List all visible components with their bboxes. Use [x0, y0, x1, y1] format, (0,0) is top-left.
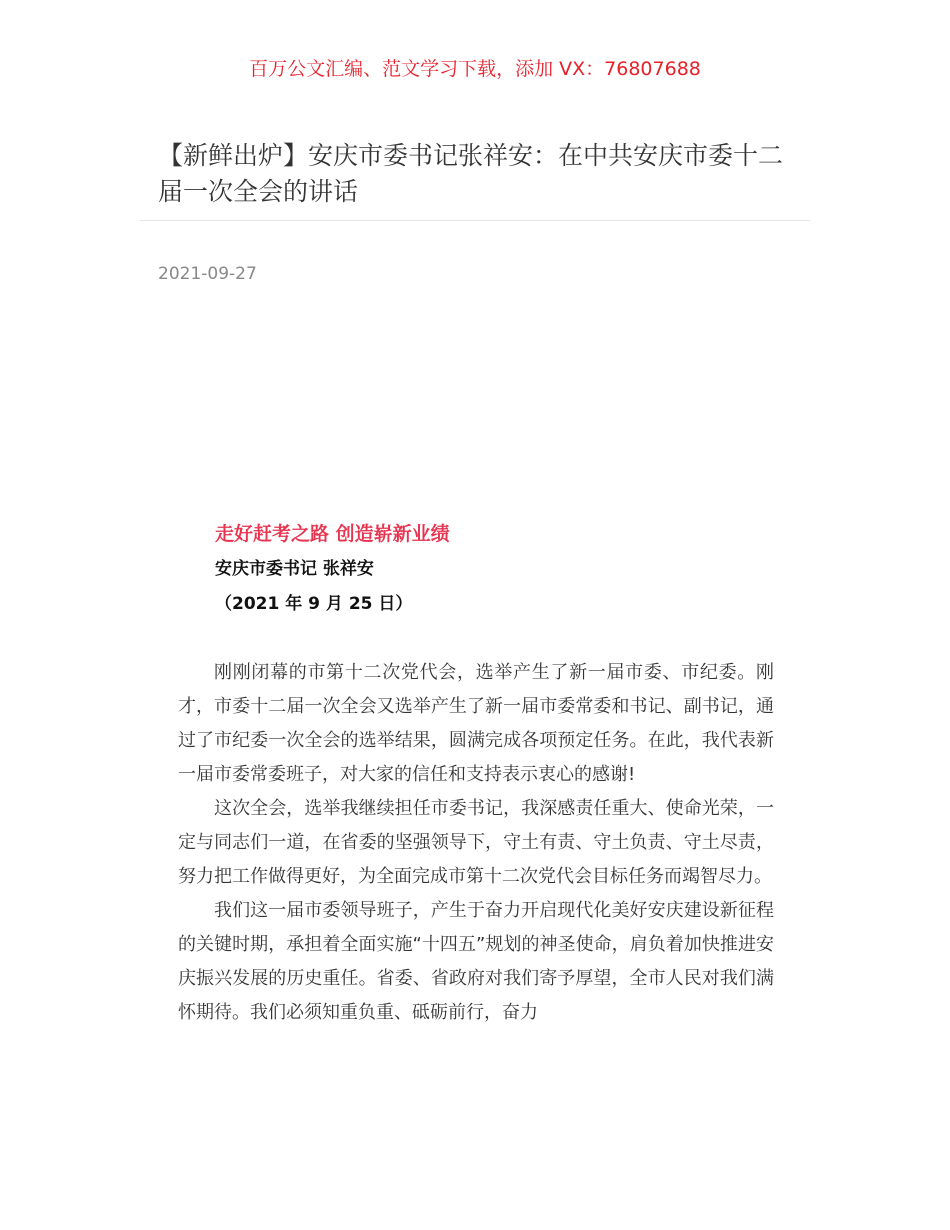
- publish-date: 2021-09-27: [158, 264, 257, 284]
- title-divider: [140, 220, 810, 221]
- speech-author: 安庆市委书记 张祥安: [215, 559, 374, 579]
- speech-title: 走好赶考之路 创造崭新业绩: [215, 523, 450, 545]
- speech-header: [215, 519, 775, 619]
- article-title: 【新鲜出炉】安庆市委书记张祥安：在中共安庆市委十二届一次全会的讲话: [158, 141, 784, 206]
- paragraph: 我们这一届市委领导班子，产生于奋力开启现代化美好安庆建设新征程的关键时期，承担着全面实施“十四五”规划的神圣使命，肩负着加快推进安庆振兴发展的历史重任。省委、省政府对我们寄予厚望，全市人民对我们满怀期待。我们必须知重负重、砥砺前行，奋力: [178, 900, 774, 1023]
- promo-banner: 百万公文汇编、范文学习下载，添加 VX：76807688: [249, 58, 701, 80]
- paragraph: 这次全会，选举我继续担任市委书记，我深感责任重大、使命光荣，一定与同志们一道，在省委的坚强领导下，守土有责、守土负责、守土尽责，努力把工作做得更好，为全面完成市第十二次党代会目标任务而竭智尽力。: [178, 798, 774, 887]
- speech-date: （2021 年 9 月 25 日）: [215, 594, 413, 614]
- paragraph: 刚刚闭幕的市第十二次党代会，选举产生了新一届市委、市纪委。刚才，市委十二届一次全会又选举产生了新一届市委常委和书记、副书记，通过了市纪委一次全会的选举结果，圆满完成各项预定任务。在此，我代表新一届市委常委班子，对大家的信任和支持表示衷心的感谢!: [178, 662, 774, 785]
- article-body: [178, 656, 774, 1030]
